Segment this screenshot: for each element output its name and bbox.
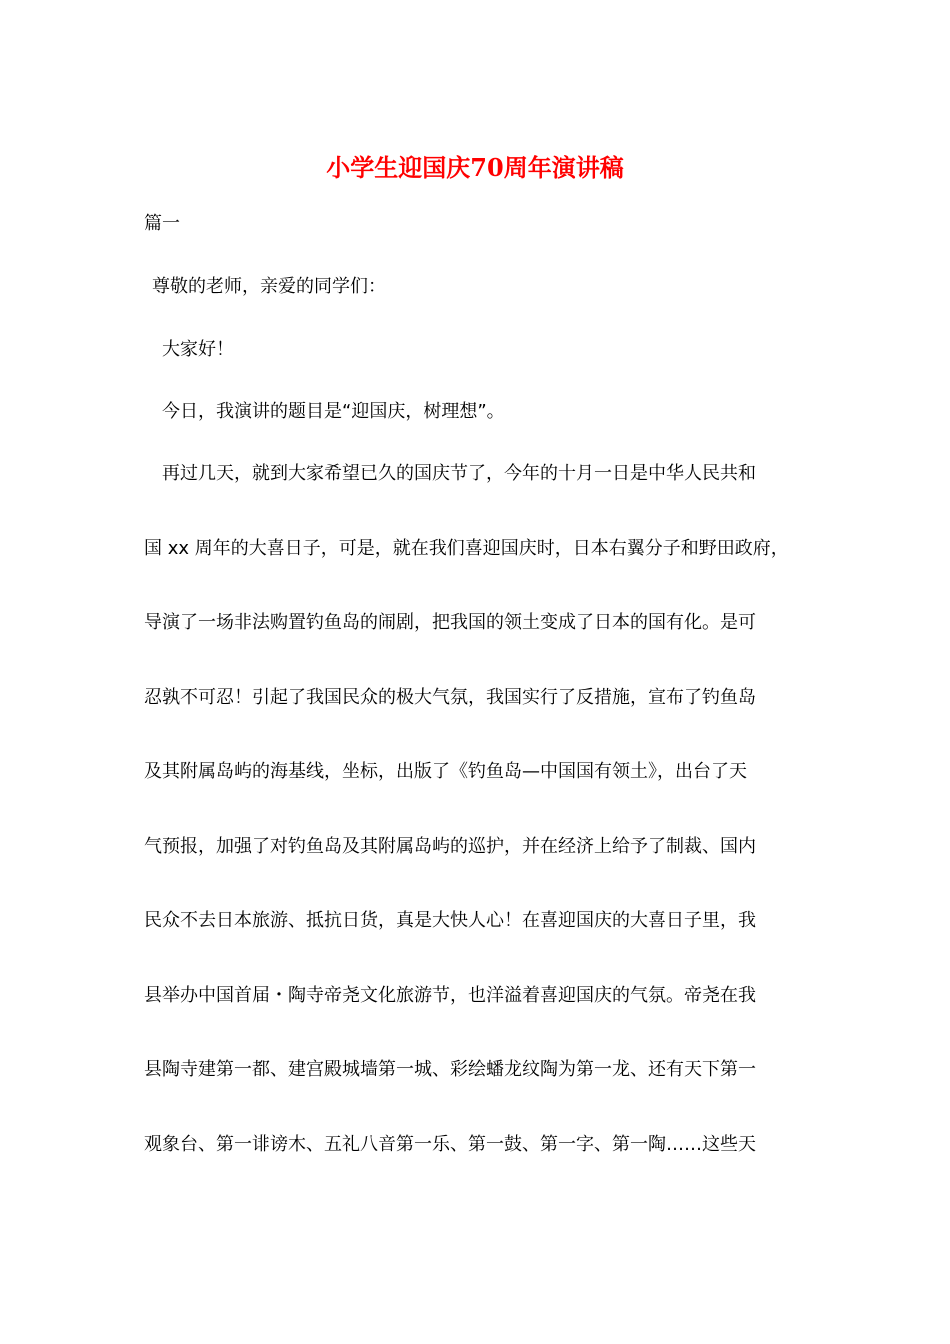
body-line: 及其附属岛屿的海基线，坐标，出版了《钓鱼岛—中国国有领土》，出台了天 (144, 761, 747, 782)
document-title: 小学生迎国庆70周年演讲稿 (326, 153, 624, 182)
body-line: 县举办中国首届・陶寺帝尧文化旅游节，也洋溢着喜迎国庆的气氛。帝尧在我 (144, 985, 756, 1006)
salutation-line: 大家好！ (162, 339, 234, 360)
body-line: 国 xx 周年的大喜日子，可是，就在我们喜迎国庆时，日本右翼分子和野田政府， (144, 538, 789, 559)
body-line: 观象台、第一诽谤木、五礼八音第一乐、第一鼓、第一字、第一陶……这些天 (144, 1134, 756, 1155)
body-line: 忍孰不可忍！引起了我国民众的极大气氛，我国实行了反措施，宣布了钓鱼岛 (144, 687, 756, 708)
body-line: 导演了一场非法购置钓鱼岛的闹剧，把我国的领土变成了日本的国有化。是可 (144, 612, 756, 633)
section-label: 篇一 (144, 213, 180, 234)
greeting-line: 尊敬的老师，亲爱的同学们： (152, 276, 386, 297)
topic-line: 今日，我演讲的题目是“迎国庆，树理想”。 (162, 401, 505, 422)
body-line: 民众不去日本旅游、抵抗日货，真是大快人心！在喜迎国庆的大喜日子里，我 (144, 910, 756, 931)
body-line: 再过几天，就到大家希望已久的国庆节了，今年的十月一日是中华人民共和 (162, 463, 756, 484)
body-line: 气预报，加强了对钓鱼岛及其附属岛屿的巡护，并在经济上给予了制裁、国内 (144, 836, 756, 857)
body-line: 县陶寺建第一都、建宫殿城墙第一城、彩绘蟠龙纹陶为第一龙、还有天下第一 (144, 1059, 756, 1080)
